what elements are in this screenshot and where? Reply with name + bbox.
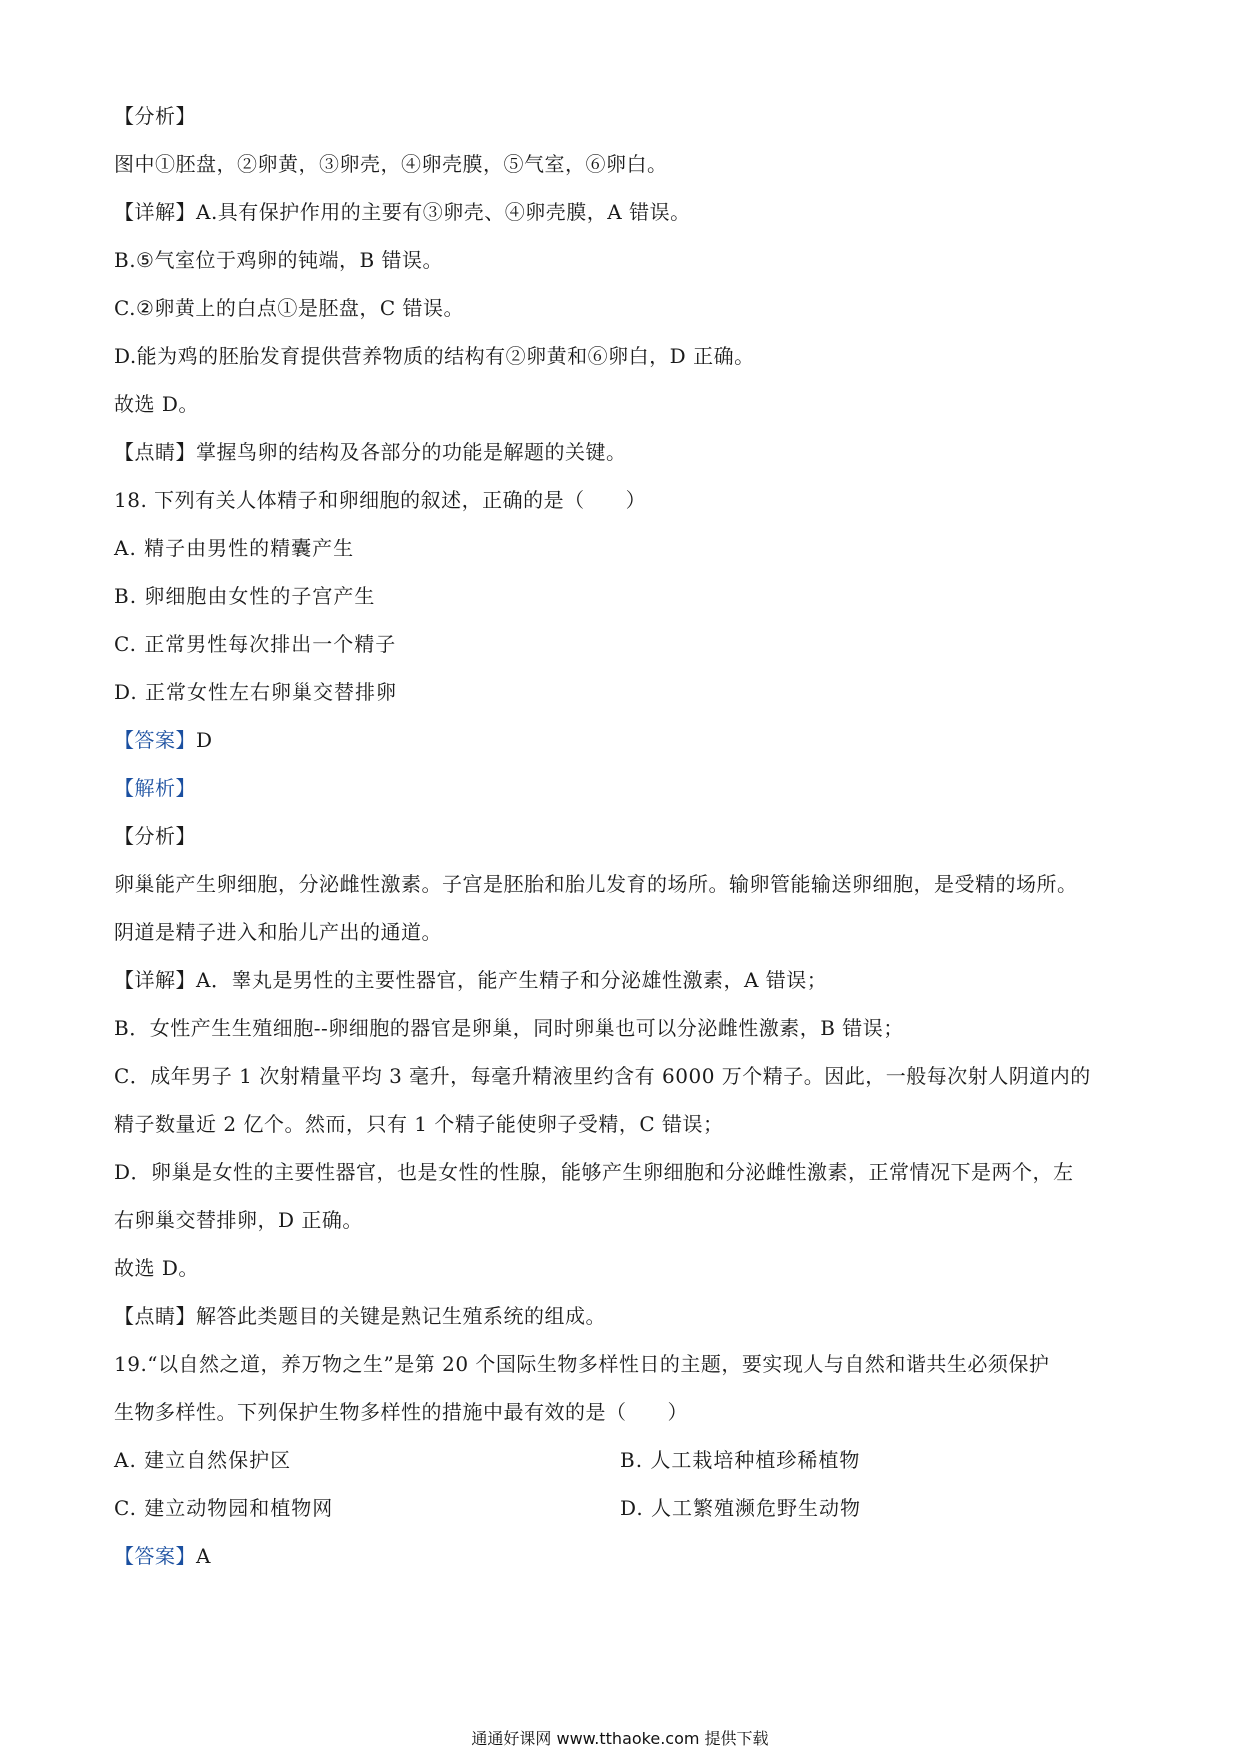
answer-label: 【答案】 — [114, 728, 196, 752]
key-point: 【点睛】解答此类题目的关键是熟记生殖系统的组成。 — [114, 1304, 606, 1328]
choose-text: 故选 D。 — [114, 1256, 199, 1280]
question-19-stem: 生物多样性。下列保护生物多样性的措施中最有效的是（ ） — [114, 1400, 688, 1424]
answer-row — [114, 726, 213, 754]
detail-line: D．卵巢是女性的主要性器官，也是女性的性腺，能够产生卵细胞和分泌雌性激素，正常情况下是两个，左 — [114, 1160, 1074, 1184]
analysis-label: 【分析】 — [114, 104, 196, 128]
explain-label: 【解析】 — [114, 776, 196, 800]
answer-value: D — [196, 728, 213, 752]
analysis-text: 阴道是精子进入和胎儿产出的通道。 — [114, 920, 442, 944]
question-19-stem: 19.“以自然之道，养万物之生”是第 20 个国际生物多样性日的主题，要实现人与自然和谐共生必须保护 — [114, 1352, 1050, 1376]
option-b: B. 卵细胞由女性的子宫产生 — [114, 584, 376, 608]
page-footer: 通通好课网 www.tthaoke.com 提供下载 — [471, 1729, 769, 1748]
analysis-text: 卵巢能产生卵细胞，分泌雌性激素。子宫是胚胎和胎儿发育的场所。输卵管能输送卵细胞，是受精的场所。 — [114, 872, 1078, 896]
question-18-stem: 18. 下列有关人体精子和卵细胞的叙述，正确的是（ ） — [114, 488, 647, 512]
option-d: D. 人工繁殖濒危野生动物 — [620, 1496, 862, 1520]
detail-line: B.⑤气室位于鸡卵的钝端，B 错误。 — [114, 248, 444, 272]
detail-line: 精子数量近 2 亿个。然而，只有 1 个精子能使卵子受精，C 错误； — [114, 1112, 724, 1136]
choose-text: 故选 D。 — [114, 392, 199, 416]
detail-line: C．成年男子 1 次射精量平均 3 毫升，每毫升精液里约含有 6000 万个精子。因此，一般每次射人阴道内的 — [114, 1064, 1091, 1088]
detail-line: 右卵巢交替排卵，D 正确。 — [114, 1208, 363, 1232]
answer-value: A — [196, 1544, 211, 1568]
detail-line: D.能为鸡的胚胎发育提供营养物质的结构有②卵黄和⑥卵白，D 正确。 — [114, 344, 755, 368]
option-a: A. 建立自然保护区 — [114, 1448, 292, 1472]
analysis-label: 【分析】 — [114, 824, 196, 848]
detail-line: B．女性产生生殖细胞--卵细胞的器官是卵巢，同时卵巢也可以分泌雌性激素，B 错误； — [114, 1016, 904, 1040]
option-a: A. 精子由男性的精囊产生 — [114, 536, 355, 560]
answer-row — [114, 1542, 211, 1570]
detail-line: 【详解】A．睾丸是男性的主要性器官，能产生精子和分泌雄性激素，A 错误； — [114, 968, 828, 992]
analysis-text: 图中①胚盘，②卵黄，③卵壳，④卵壳膜，⑤气室，⑥卵白。 — [114, 152, 668, 176]
detail-line: 【详解】A.具有保护作用的主要有③卵壳、④卵壳膜，A 错误。 — [114, 200, 691, 224]
option-c: C. 建立动物园和植物网 — [114, 1496, 334, 1520]
detail-line: C.②卵黄上的白点①是胚盘，C 错误。 — [114, 296, 465, 320]
key-point: 【点睛】掌握鸟卵的结构及各部分的功能是解题的关键。 — [114, 440, 627, 464]
option-b: B. 人工栽培种植珍稀植物 — [620, 1448, 861, 1472]
option-d: D. 正常女性左右卵巢交替排卵 — [114, 680, 398, 704]
answer-label: 【答案】 — [114, 1544, 196, 1568]
option-c: C. 正常男性每次排出一个精子 — [114, 632, 397, 656]
